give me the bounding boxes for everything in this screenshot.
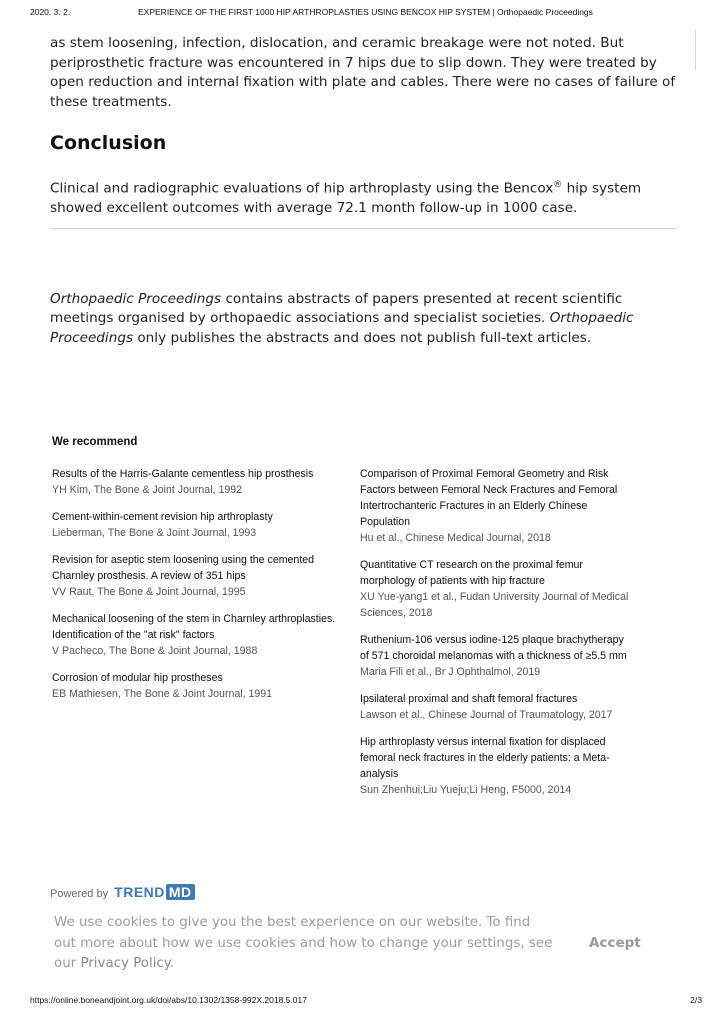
recommendations-widget bbox=[52, 436, 672, 796]
recommendation-item[interactable] bbox=[360, 691, 630, 723]
trendmd-brand: TREND bbox=[114, 884, 165, 900]
recommendation-title[interactable]: Comparison of Proximal Femoral Geometry and Risk Factors between Femoral Neck Fractures and Femoral Intertrochanteric Fractures in an Elderly Chinese Population bbox=[360, 468, 618, 528]
journal-name: Orthopaedic Proceedings bbox=[50, 290, 222, 307]
recommendation-title[interactable]: Ruthenium-106 versus iodine-125 plaque brachytherapy of 571 choroidal melanomas with a thickness of ≥5.5 mm bbox=[360, 634, 627, 662]
cookie-message bbox=[54, 913, 554, 975]
recommendation-source: EB Mathiesen, The Bone & Joint Journal, 1991 bbox=[52, 688, 273, 700]
print-page-number: 2/3 bbox=[690, 995, 702, 1005]
cookie-text: We use cookies to give you the best experience on our website. To find out more about how we use cookies and how to change your settings, see our bbox=[54, 915, 553, 971]
privacy-policy-link[interactable]: Privacy Policy bbox=[80, 956, 170, 971]
recommendation-item[interactable] bbox=[360, 632, 630, 680]
recommendation-source: XU Yue-yang1 et al., Fudan University Journal of Medical Sciences, 2018 bbox=[360, 591, 629, 619]
recommendation-item[interactable] bbox=[52, 611, 337, 659]
powered-by-label: Powered by bbox=[50, 888, 109, 900]
recommendation-item[interactable] bbox=[52, 509, 337, 541]
recommendation-source: V Pacheco, The Bone & Joint Journal, 1988 bbox=[52, 645, 258, 657]
recommend-column-right bbox=[360, 466, 630, 809]
recommendation-item[interactable] bbox=[52, 466, 337, 498]
print-date: 2020. 3. 2. bbox=[30, 7, 71, 17]
journal-about-paragraph bbox=[50, 290, 670, 349]
about-text-2: only publishes the abstracts and does not publish full-text articles. bbox=[133, 329, 592, 346]
recommendation-item[interactable] bbox=[52, 552, 337, 600]
journal-name-2: Orthopaedic Proceedings bbox=[50, 310, 634, 346]
recommendation-item[interactable] bbox=[52, 670, 337, 702]
recommendation-source: Lawson et al., Chinese Journal of Traumatology, 2017 bbox=[360, 709, 613, 721]
cookie-banner bbox=[0, 904, 724, 986]
recommendation-source: Sun Zhenhui;Liu Yueju;Li Heng, F5000, 2014 bbox=[360, 784, 572, 796]
recommendation-source: YH Kim, The Bone & Joint Journal, 1992 bbox=[52, 484, 243, 496]
powered-by bbox=[50, 884, 195, 900]
recommendation-title[interactable]: Mechanical loosening of the stem in Charnley arthroplasties. Identification of the "at risk" factors bbox=[52, 613, 336, 641]
section-divider bbox=[50, 228, 676, 229]
recommendation-item[interactable] bbox=[360, 466, 630, 546]
recommendation-source: VV Raut, The Bone & Joint Journal, 1995 bbox=[52, 586, 246, 598]
accept-cookies-button[interactable]: Accept bbox=[589, 935, 641, 951]
recommendation-source: Lieberman, The Bone & Joint Journal, 1993 bbox=[52, 527, 257, 539]
recommendation-item[interactable] bbox=[360, 557, 630, 621]
recommendation-title[interactable]: Revision for aseptic stem loosening using the cemented Charnley prosthesis. A review of 351 hips bbox=[52, 554, 315, 582]
recommend-title: We recommend bbox=[52, 436, 138, 448]
recommendation-source: Maria Fili et al., Br J Ophthalmol, 2019 bbox=[360, 666, 541, 678]
conclusion-text-start: Clinical and radiographic evaluations of hip arthroplasty using the Bencox bbox=[50, 180, 554, 197]
print-url: https://online.boneandjoint.org.uk/doi/abs/10.1302/1358-992X.2018.5.017 bbox=[30, 995, 307, 1005]
recommendation-title[interactable]: Corrosion of modular hip prostheses bbox=[52, 672, 223, 684]
print-page-title: EXPERIENCE OF THE FIRST 1000 HIP ARTHROPLASTIES USING BENCOX HIP SYSTEM | Orthopaedic Proceedings bbox=[138, 7, 593, 17]
scrollbar[interactable] bbox=[695, 30, 696, 70]
cookie-text-end: . bbox=[169, 956, 175, 971]
recommendation-item[interactable] bbox=[360, 734, 630, 798]
recommendation-title[interactable]: Results of the Harris-Galante cementless hip prosthesis bbox=[52, 468, 314, 480]
recommendation-title[interactable]: Ipsilateral proximal and shaft femoral fractures bbox=[360, 693, 578, 705]
conclusion-text-end: hip system showed excellent outcomes with average 72.1 month follow-up in 1000 case. bbox=[50, 180, 642, 217]
trendmd-brand-suffix: MD bbox=[166, 884, 195, 900]
trendmd-logo[interactable] bbox=[114, 884, 195, 900]
results-paragraph: as stem loosening, infection, dislocation, and ceramic breakage were not noted. But periprosthetic fracture was encountered in 7 hips due to slip down. They were treated by open reduction and internal fixation with plate and cables. There were no cases of failure of these treatments. bbox=[50, 35, 676, 110]
recommendation-source: Hu et al., Chinese Medical Journal, 2018 bbox=[360, 532, 551, 544]
conclusion-heading: Conclusion bbox=[50, 132, 167, 154]
recommendation-title[interactable]: Hip arthroplasty versus internal fixation for displaced femoral neck fractures in the elderly patients: a Meta-analysis bbox=[360, 736, 610, 780]
recommendation-title[interactable]: Quantitative CT research on the proximal femur morphology of patients with hip fracture bbox=[360, 559, 583, 587]
recommendation-title[interactable]: Cement-within-cement revision hip arthroplasty bbox=[52, 511, 273, 523]
about-text-1: contains abstracts of papers presented at recent scientific meetings organised by orthopaedic associations and specialist societies. bbox=[50, 290, 623, 327]
conclusion-paragraph bbox=[50, 176, 680, 219]
recommend-column-left bbox=[52, 466, 337, 713]
registered-mark: ® bbox=[553, 180, 563, 190]
